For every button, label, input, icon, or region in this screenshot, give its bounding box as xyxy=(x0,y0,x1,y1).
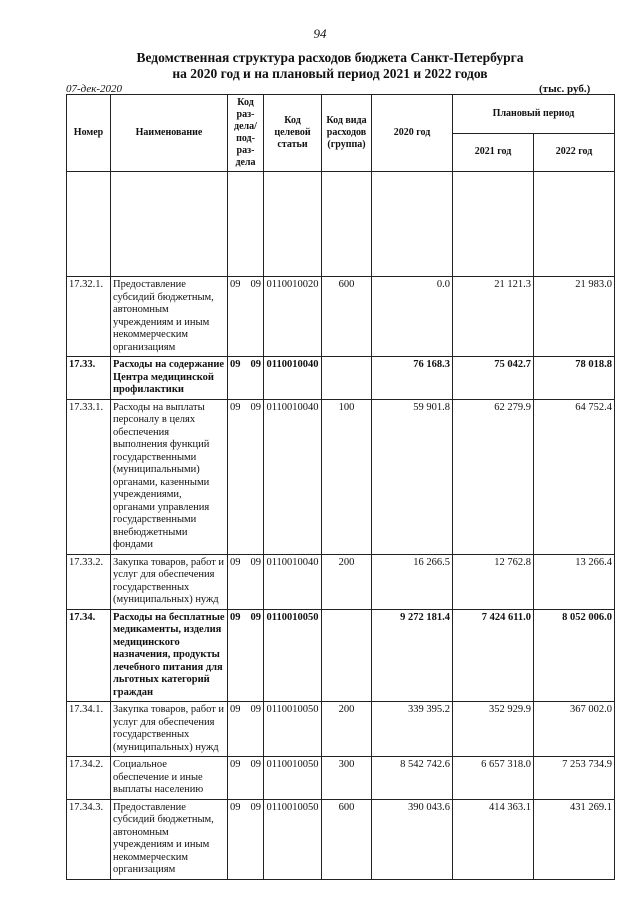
row-razdel-code: 09 xyxy=(230,401,241,413)
row-expense-type xyxy=(322,357,372,400)
row-name: Закупка товаров, работ и услуг для обеспечения государственных (муниципальных) нужд xyxy=(111,554,228,609)
row-target-item: 0110010050 xyxy=(264,799,322,879)
row-number: 17.34.2. xyxy=(67,757,111,800)
row-2020: 16 266.5 xyxy=(372,554,453,609)
row-2021: 62 279.9 xyxy=(453,399,534,554)
row-expense-type: 200 xyxy=(322,554,372,609)
header-year-2022: 2022 год xyxy=(534,133,615,172)
row-number: 17.34. xyxy=(67,609,111,702)
row-name: Расходы на бесплатные медикаменты, изделия медицинского назначения, продукты лечебного питания для льготных категорий граждан xyxy=(111,609,228,702)
table-row xyxy=(67,554,615,609)
row-name: Расходы на содержание Центра медицинской профилактики xyxy=(111,357,228,400)
row-razdel-code: 09 xyxy=(230,611,241,623)
row-number: 17.33.2. xyxy=(67,554,111,609)
row-number: 17.33. xyxy=(67,357,111,400)
header-year-2020: 2020 год xyxy=(372,95,453,172)
row-2022: 431 269.1 xyxy=(534,799,615,879)
row-expense-type xyxy=(322,609,372,702)
row-razdel xyxy=(228,399,264,554)
row-name: Предоставление субсидий бюджетным, автономным учреждениям и иным некоммерческим организациям xyxy=(111,277,228,357)
row-razdel xyxy=(228,609,264,702)
row-2021: 352 929.9 xyxy=(453,702,534,757)
document-date: 07-дек-2020 xyxy=(66,83,123,95)
row-razdel xyxy=(228,799,264,879)
row-podrazdel-code: 09 xyxy=(250,401,261,413)
table-row xyxy=(67,609,615,702)
row-2020: 0.0 xyxy=(372,277,453,357)
row-razdel-code: 09 xyxy=(230,359,241,370)
row-number: 17.34.1. xyxy=(67,702,111,757)
row-2022: 78 018.8 xyxy=(534,357,615,400)
row-target-item: 0110010050 xyxy=(264,702,322,757)
row-2020: 59 901.8 xyxy=(372,399,453,554)
row-2021: 12 762.8 xyxy=(453,554,534,609)
row-razdel xyxy=(228,554,264,609)
row-2020: 9 272 181.4 xyxy=(372,609,453,702)
table-body xyxy=(67,277,615,880)
header-spacer xyxy=(67,172,615,277)
row-razdel-code: 09 xyxy=(230,704,241,715)
row-expense-type: 600 xyxy=(322,799,372,879)
table-row xyxy=(67,399,615,554)
row-name: Предоставление субсидий бюджетным, автономным учреждениям и иным некоммерческим организациям xyxy=(111,799,228,879)
row-target-item: 0110010040 xyxy=(264,399,322,554)
row-razdel-code: 09 xyxy=(230,801,241,813)
row-razdel-code: 09 xyxy=(230,556,241,568)
header-plan-period: Плановый период xyxy=(453,95,615,134)
row-podrazdel-code: 09 xyxy=(250,704,261,715)
row-number: 17.33.1. xyxy=(67,399,111,554)
row-expense-type: 200 xyxy=(322,702,372,757)
row-podrazdel-code: 09 xyxy=(250,556,261,568)
header-number: Номер xyxy=(67,95,111,172)
row-target-item: 0110010020 xyxy=(264,277,322,357)
header-razdel: Код раз-дела/ под-раз-дела xyxy=(228,95,264,172)
row-2021: 75 042.7 xyxy=(453,357,534,400)
title-line-2: на 2020 год и на плановый период 2021 и 2022 годов xyxy=(172,66,488,81)
row-podrazdel-code: 09 xyxy=(250,611,261,623)
table-row xyxy=(67,799,615,879)
header-name: Наименование xyxy=(111,95,228,172)
row-2022: 7 253 734.9 xyxy=(534,757,615,800)
row-target-item: 0110010050 xyxy=(264,757,322,800)
row-name: Закупка товаров, работ и услуг для обеспечения государственных (муниципальных) нужд xyxy=(111,702,228,757)
row-expense-type: 600 xyxy=(322,277,372,357)
row-target-item: 0110010040 xyxy=(264,357,322,400)
row-podrazdel-code: 09 xyxy=(250,759,261,770)
row-number: 17.34.3. xyxy=(67,799,111,879)
document-title xyxy=(60,50,600,82)
row-target-item: 0110010040 xyxy=(264,554,322,609)
row-expense-type: 300 xyxy=(322,757,372,800)
row-2022: 64 752.4 xyxy=(534,399,615,554)
row-razdel-code: 09 xyxy=(230,279,241,290)
row-razdel xyxy=(228,357,264,400)
title-line-1: Ведомственная структура расходов бюджета Санкт-Петербурга xyxy=(136,50,524,65)
row-2022: 367 002.0 xyxy=(534,702,615,757)
units-label: (тыс. руб.) xyxy=(539,83,591,95)
row-razdel xyxy=(228,277,264,357)
row-name: Расходы на выплаты персоналу в целях обеспечения выполнения функций государственными (муниципальными) органами, казенными учреждениями, органами управления государственными внебюджетными фондами xyxy=(111,399,228,554)
table-row xyxy=(67,277,615,357)
row-2022: 8 052 006.0 xyxy=(534,609,615,702)
row-2021: 414 363.1 xyxy=(453,799,534,879)
row-podrazdel-code: 09 xyxy=(250,359,261,370)
row-podrazdel-code: 09 xyxy=(250,279,261,290)
row-razdel xyxy=(228,702,264,757)
table-row xyxy=(67,357,615,400)
row-2020: 76 168.3 xyxy=(372,357,453,400)
row-2022: 21 983.0 xyxy=(534,277,615,357)
header-expense-type: Код вида расходов (группа) xyxy=(322,95,372,172)
row-razdel-code: 09 xyxy=(230,759,241,770)
row-2020: 8 542 742.6 xyxy=(372,757,453,800)
row-2021: 6 657 318.0 xyxy=(453,757,534,800)
row-target-item: 0110010050 xyxy=(264,609,322,702)
table-row xyxy=(67,757,615,800)
row-2020: 339 395.2 xyxy=(372,702,453,757)
budget-table xyxy=(66,94,615,880)
row-podrazdel-code: 09 xyxy=(250,801,261,813)
row-razdel xyxy=(228,757,264,800)
row-2020: 390 043.6 xyxy=(372,799,453,879)
page-number: 94 xyxy=(313,26,327,41)
row-expense-type: 100 xyxy=(322,399,372,554)
header-target-item: Код целевой статьи xyxy=(264,95,322,172)
row-2021: 21 121.3 xyxy=(453,277,534,357)
row-2022: 13 266.4 xyxy=(534,554,615,609)
row-number: 17.32.1. xyxy=(67,277,111,357)
header-year-2021: 2021 год xyxy=(453,133,534,172)
table-row xyxy=(67,702,615,757)
row-name: Социальное обеспечение и иные выплаты населению xyxy=(111,757,228,800)
row-2021: 7 424 611.0 xyxy=(453,609,534,702)
